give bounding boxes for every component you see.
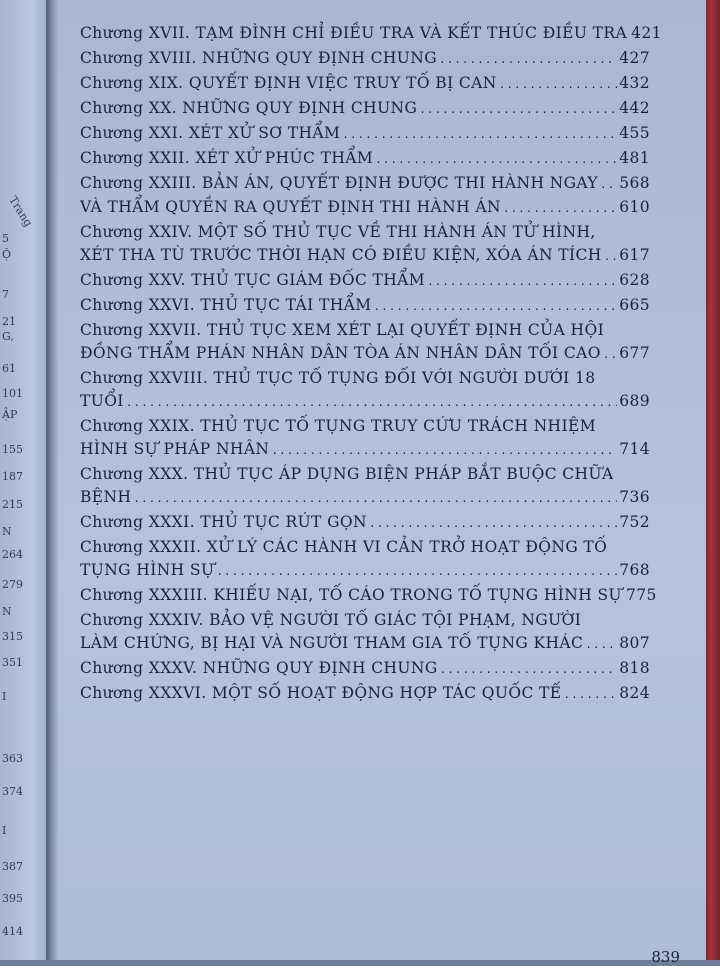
- toc-entry-title: Chương XXXI. THỦ TỤC RÚT GỌN: [80, 513, 367, 531]
- left-page-fragment: 7: [2, 288, 9, 301]
- left-page-fragment: 351: [2, 656, 23, 669]
- toc-line: [80, 584, 657, 608]
- toc-entry-title: Chương XX. NHỮNG QUY ĐỊNH CHUNG: [80, 99, 418, 117]
- toc-page-number: 768: [619, 561, 650, 579]
- toc-line: [80, 342, 650, 366]
- left-page-fragment: 61: [2, 362, 16, 375]
- left-page-edge: [0, 0, 46, 960]
- toc-entry: [80, 536, 650, 583]
- toc-line: [80, 657, 650, 681]
- toc-entry-title: BỆNH: [80, 488, 132, 506]
- left-page-fragment: 155: [2, 443, 23, 456]
- left-page-fragment: 374: [2, 785, 23, 798]
- left-page-fragment: ẬP: [2, 408, 18, 421]
- left-page-fragment: 387: [2, 860, 23, 873]
- toc-line: [80, 486, 650, 510]
- page-number: 839: [651, 948, 680, 966]
- toc-page-number: 421: [631, 24, 662, 42]
- toc-entry-title: TUỔI: [80, 392, 124, 410]
- toc-entry-title: XÉT THA TÙ TRƯỚC THỜI HẠN CÓ ĐIỀU KIỆN, XÓA ÁN TÍCH: [80, 246, 602, 264]
- toc-line: [80, 390, 650, 414]
- toc-entry-title: Chương XXIII. BẢN ÁN, QUYẾT ĐỊNH ĐƯỢC THI HÀNH NGAY: [80, 174, 599, 192]
- toc-entry-title: Chương XXI. XÉT XỬ SƠ THẨM: [80, 124, 341, 142]
- toc-line: [80, 632, 650, 656]
- toc-entry: [80, 47, 650, 71]
- toc-line: [80, 415, 650, 438]
- toc-entry-title: Chương XXXII. XỬ LÝ CÁC HÀNH VI CẢN TRỞ HOẠT ĐỘNG TỐ: [80, 538, 608, 556]
- toc-entry-title: VÀ THẨM QUYỀN RA QUYẾT ĐỊNH THI HÀNH ÁN: [80, 198, 501, 216]
- toc-line: [80, 244, 650, 268]
- toc-line: [80, 97, 650, 121]
- toc-entry: [80, 682, 650, 706]
- toc-page-number: 665: [619, 296, 650, 314]
- dot-leader: [600, 173, 617, 196]
- toc-entry-title: TỤNG HÌNH SỰ: [80, 561, 215, 579]
- toc-page-number: 568: [619, 174, 650, 192]
- left-page-fragment: N: [2, 525, 12, 538]
- toc-entry: [80, 97, 650, 121]
- toc-page-number: 752: [619, 513, 650, 531]
- toc-page-number: 442: [619, 99, 650, 117]
- book-cover-edge: [706, 0, 720, 960]
- left-page-fragment: Trang: [6, 193, 35, 230]
- toc-line: [80, 463, 650, 486]
- dot-leader: [427, 270, 617, 293]
- left-page-fragment: 315: [2, 630, 23, 643]
- dot-leader: [216, 560, 617, 583]
- toc-page-number: 677: [619, 344, 650, 362]
- toc-entry-title: Chương XXXVI. MỘT SỐ HOẠT ĐỘNG HỢP TÁC QUỐC TẾ: [80, 684, 562, 702]
- toc-line: [80, 536, 650, 559]
- table-of-contents-page: [58, 0, 708, 966]
- toc-page-number: 617: [619, 246, 650, 264]
- toc-entry: [80, 463, 650, 510]
- dot-leader: [126, 391, 617, 414]
- toc-entry: [80, 367, 650, 414]
- dot-leader: [439, 48, 617, 71]
- toc-line: [80, 682, 650, 706]
- dot-leader: [374, 295, 618, 318]
- toc-entry: [80, 294, 650, 318]
- left-page-fragment: 395: [2, 892, 23, 905]
- left-page-fragment: N: [2, 605, 12, 618]
- toc-entry-title: Chương XXX. THỦ TỤC ÁP DỤNG BIỆN PHÁP BẮT BUỘC CHỮA: [80, 465, 614, 483]
- toc-entry-title: LÀM CHỨNG, BỊ HẠI VÀ NGƯỜI THAM GIA TỐ TỤNG KHÁC: [80, 634, 584, 652]
- toc-page-number: 432: [619, 74, 650, 92]
- toc-entry: [80, 172, 650, 220]
- toc-entry-title: Chương XXVIII. THỦ TỤC TỐ TỤNG ĐỐI VỚI NGƯỜI DƯỚI 18: [80, 369, 596, 387]
- dot-leader: [375, 148, 617, 171]
- toc-entry-title: Chương XXVI. THỦ TỤC TÁI THẨM: [80, 296, 372, 314]
- toc-line: [80, 22, 662, 46]
- toc-entry-title: Chương XXXIII. KHIẾU NẠI, TỐ CÁO TRONG TỐ TỤNG HÌNH SỰ: [80, 586, 622, 604]
- toc-page-number: 628: [619, 271, 650, 289]
- toc-page-number: 455: [619, 124, 650, 142]
- toc-entry-title: Chương XVII. TẠM ĐÌNH CHỈ ĐIỀU TRA VÀ KẾT THÚC ĐIỀU TRA: [80, 24, 628, 42]
- toc-entry: [80, 122, 650, 146]
- toc-entry-title: Chương XVIII. NHỮNG QUY ĐỊNH CHUNG: [80, 49, 438, 67]
- dot-leader: [585, 633, 617, 656]
- left-page-fragment: 5: [2, 232, 9, 245]
- toc-entry: [80, 221, 650, 268]
- dot-leader: [499, 73, 617, 96]
- toc-list: [80, 22, 662, 707]
- toc-entry-title: Chương XIX. QUYẾT ĐỊNH VIỆC TRUY TỐ BỊ CAN: [80, 74, 497, 92]
- toc-page-number: 824: [619, 684, 650, 702]
- toc-line: [80, 559, 650, 583]
- toc-entry: [80, 584, 657, 608]
- toc-page-number: 610: [619, 198, 650, 216]
- toc-entry-title: Chương XXXV. NHỮNG QUY ĐỊNH CHUNG: [80, 659, 438, 677]
- left-page-fragment: 101: [2, 387, 23, 400]
- toc-entry: [80, 657, 650, 681]
- toc-line: [80, 367, 650, 390]
- toc-page-number: 736: [619, 488, 650, 506]
- toc-entry-title: Chương XXIV. MỘT SỐ THỦ TỤC VỀ THI HÀNH ÁN TỬ HÌNH,: [80, 223, 596, 241]
- dot-leader: [133, 487, 617, 510]
- left-page-fragment: 414: [2, 925, 23, 938]
- toc-entry: [80, 72, 650, 96]
- dot-leader: [342, 123, 617, 146]
- toc-entry-title: Chương XXXIV. BẢO VỆ NGƯỜI TỐ GIÁC TỘI PHẠM, NGƯỜI: [80, 611, 582, 629]
- left-page-fragment: I: [2, 824, 7, 837]
- toc-line: [80, 72, 650, 96]
- toc-line: [80, 511, 650, 535]
- toc-entry-title: Chương XXV. THỦ TỤC GIÁM ĐỐC THẨM: [80, 271, 426, 289]
- dot-leader: [503, 197, 617, 220]
- toc-entry-title: HÌNH SỰ PHÁP NHÂN: [80, 440, 270, 458]
- left-page-fragment: 264: [2, 548, 23, 561]
- dot-leader: [369, 512, 617, 535]
- left-page-fragment: I: [2, 690, 7, 703]
- left-page-fragment: 21: [2, 315, 16, 328]
- left-page-fragment: Ộ: [2, 248, 12, 261]
- toc-page-number: 807: [619, 634, 650, 652]
- toc-line: [80, 438, 650, 462]
- toc-entry: [80, 511, 650, 535]
- toc-line: [80, 122, 650, 146]
- toc-page-number: 689: [619, 392, 650, 410]
- toc-page-number: 818: [619, 659, 650, 677]
- toc-entry: [80, 319, 650, 366]
- toc-line: [80, 47, 650, 71]
- left-page-fragment: 215: [2, 498, 23, 511]
- toc-line: [80, 294, 650, 318]
- dot-leader: [604, 245, 618, 268]
- dot-leader: [419, 98, 617, 121]
- toc-entry: [80, 269, 650, 293]
- toc-line: [80, 319, 650, 342]
- toc-page-number: 775: [626, 586, 657, 604]
- toc-line: [80, 196, 650, 220]
- left-page-fragment: G,: [2, 330, 14, 343]
- toc-entry-title: Chương XXVII. THỦ TỤC XEM XÉT LẠI QUYẾT ĐỊNH CỦA HỘI: [80, 321, 605, 339]
- toc-entry-title: Chương XXIX. THỦ TỤC TỐ TỤNG TRUY CỨU TRÁCH NHIỆM: [80, 417, 596, 435]
- toc-entry-title: ĐỒNG THẨM PHÁN NHÂN DÂN TÒA ÁN NHÂN DÂN TỐI CAO: [80, 344, 601, 362]
- toc-entry: [80, 609, 650, 656]
- toc-line: [80, 147, 650, 171]
- toc-line: [80, 221, 650, 244]
- toc-line: [80, 172, 650, 196]
- toc-entry-title: Chương XXII. XÉT XỬ PHÚC THẨM: [80, 149, 374, 167]
- toc-line: [80, 609, 650, 632]
- toc-entry: [80, 147, 650, 171]
- left-page-fragment: 187: [2, 470, 23, 483]
- left-page-fragment: 279: [2, 578, 23, 591]
- left-page-fragment: 363: [2, 752, 23, 765]
- dot-leader: [440, 658, 618, 681]
- toc-page-number: 481: [619, 149, 650, 167]
- dot-leader: [564, 683, 618, 706]
- toc-entry: [80, 415, 650, 462]
- toc-page-number: 427: [619, 49, 650, 67]
- dot-leader: [271, 439, 617, 462]
- toc-line: [80, 269, 650, 293]
- toc-entry: [80, 22, 662, 46]
- dot-leader: [603, 343, 617, 366]
- toc-page-number: 714: [619, 440, 650, 458]
